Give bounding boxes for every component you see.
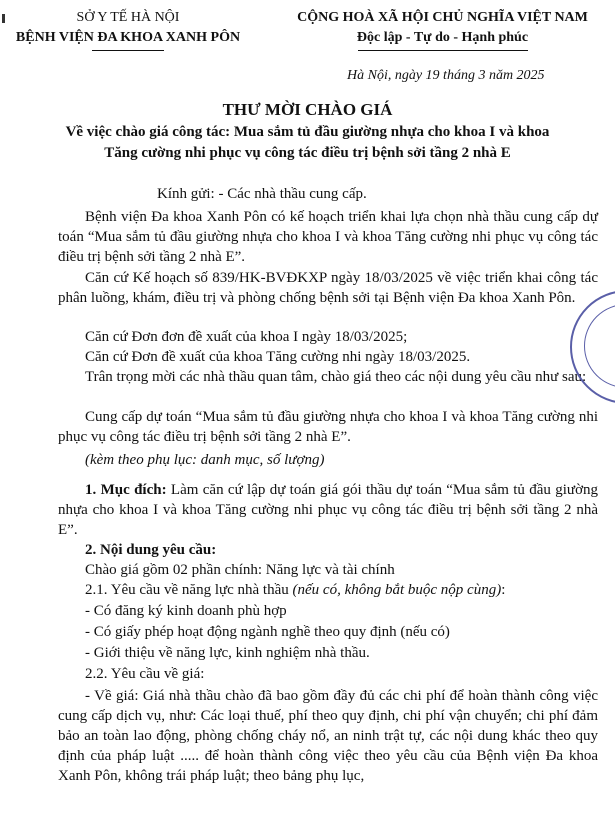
section-purpose-text: Làm căn cứ lập dự toán giá gói thầu dự toán “Mua sắm tủ đầu giường nhựa cho khoa I và khoa Tăng cường nhi phục vụ công tác điều trị bệnh sởi tầng 2 nhà E”. <box>58 482 598 538</box>
paragraph-basis-nhi: Căn cứ Đơn đề xuất của khoa Tăng cường nhi ngày 18/03/2025. <box>85 349 471 365</box>
section-price-heading: 2.2. Yêu cầu về giá: <box>85 666 205 682</box>
bullet-business-registration: - Có đăng ký kinh doanh phù hợp <box>85 603 287 619</box>
paragraph-basis-plan: Căn cứ Kế hoạch số 839/HK-BVĐKXP ngày 18/03/2025 về việc triển khai công tác phân luồng, khám, điều trị và phòng chống bệnh sởi tại Bệnh viện Đa khoa Xanh Pôn. <box>58 270 598 306</box>
section-capacity-heading <box>58 580 598 600</box>
scan-mark <box>2 14 5 23</box>
paragraph-estimate: Cung cấp dự toán “Mua sắm tủ đầu giường nhựa cho khoa I và khoa Tăng cường nhi phục vụ công tác điều trị bệnh sởi tầng 2 nhà E”. <box>58 409 598 445</box>
motto-underline <box>358 50 528 51</box>
national-title: CỘNG HOÀ XÃ HỘI CHỦ NGHĨA VIỆT NAM <box>297 10 588 25</box>
section-purpose-label: 1. Mục đích: <box>85 482 167 498</box>
paragraph-plan: Bệnh viện Đa khoa Xanh Pôn có kế hoạch triển khai lựa chọn nhà thầu cung cấp dự toán “Mua sắm tủ đầu giường nhựa cho khoa I và khoa Tăng cường nhi phục vụ công tác điều trị bệnh sởi tầng 2 nhà E”. <box>58 209 598 265</box>
bullet-license: - Có giấy phép hoạt động ngành nghề theo quy định (nếu có) <box>85 624 450 640</box>
subject-line-2: Tăng cường nhi phục vụ công tác điều trị bệnh sởi tầng 2 nhà E <box>104 145 511 161</box>
section-requirements-heading: 2. Nội dung yêu cầu: <box>85 542 217 558</box>
capacity-colon: : <box>501 582 506 598</box>
hospital-name: BỆNH VIỆN ĐA KHOA XANH PÔN <box>15 30 241 45</box>
paragraph-price: - Về giá: Giá nhà thầu chào đã bao gồm đầy đủ các chi phí để hoàn thành công việc cung cấp dịch vụ, như: Các loại thuế, phí theo quy định, chi phí vận chuyển; chi phí đảm bảo an toàn lao động, phòng chống cháy nổ, an ninh trật tự, các nội dung khác theo quy định của pháp luật ..... để hoàn thành công việc theo yêu cầu của Bệnh viện Đa khoa Xanh Pôn, không trái pháp luật; theo bảng phụ lục, <box>58 688 598 784</box>
bullet-experience: - Giới thiệu về năng lực, kinh nghiệm nhà thầu. <box>85 645 370 661</box>
paragraph-basis-khoa-i: Căn cứ Đơn đơn đề xuất của khoa I ngày 18/03/2025; <box>85 329 408 345</box>
subject-line-1: Về việc chào giá công tác: Mua sắm tủ đầu giường nhựa cho khoa I và khoa <box>65 124 550 140</box>
official-stamp-inner-ring <box>584 304 615 388</box>
capacity-label: 2.1. Yêu cầu về năng lực nhà thầu <box>85 582 293 598</box>
agency-name: SỞ Y TẾ HÀ NỘI <box>76 10 180 25</box>
requirements-intro: Chào giá gồm 02 phần chính: Năng lực và tài chính <box>85 562 395 578</box>
document-date: Hà Nội, ngày 19 tháng 3 năm 2025 <box>347 68 545 83</box>
greeting: Kính gửi: - Các nhà thầu cung cấp. <box>157 186 367 202</box>
capacity-note: (nếu có, không bắt buộc nộp cùng) <box>292 582 502 598</box>
hospital-underline <box>92 50 164 51</box>
paragraph-invitation: Trân trọng mời các nhà thầu quan tâm, chào giá theo các nội dung yêu cầu như sau: <box>85 369 587 385</box>
section-purpose <box>58 480 598 540</box>
national-motto: Độc lập - Tự do - Hạnh phúc <box>356 30 529 45</box>
appendix-note: (kèm theo phụ lục: danh mục, số lượng) <box>85 452 325 468</box>
document-title: THƯ MỜI CHÀO GIÁ <box>222 100 393 119</box>
